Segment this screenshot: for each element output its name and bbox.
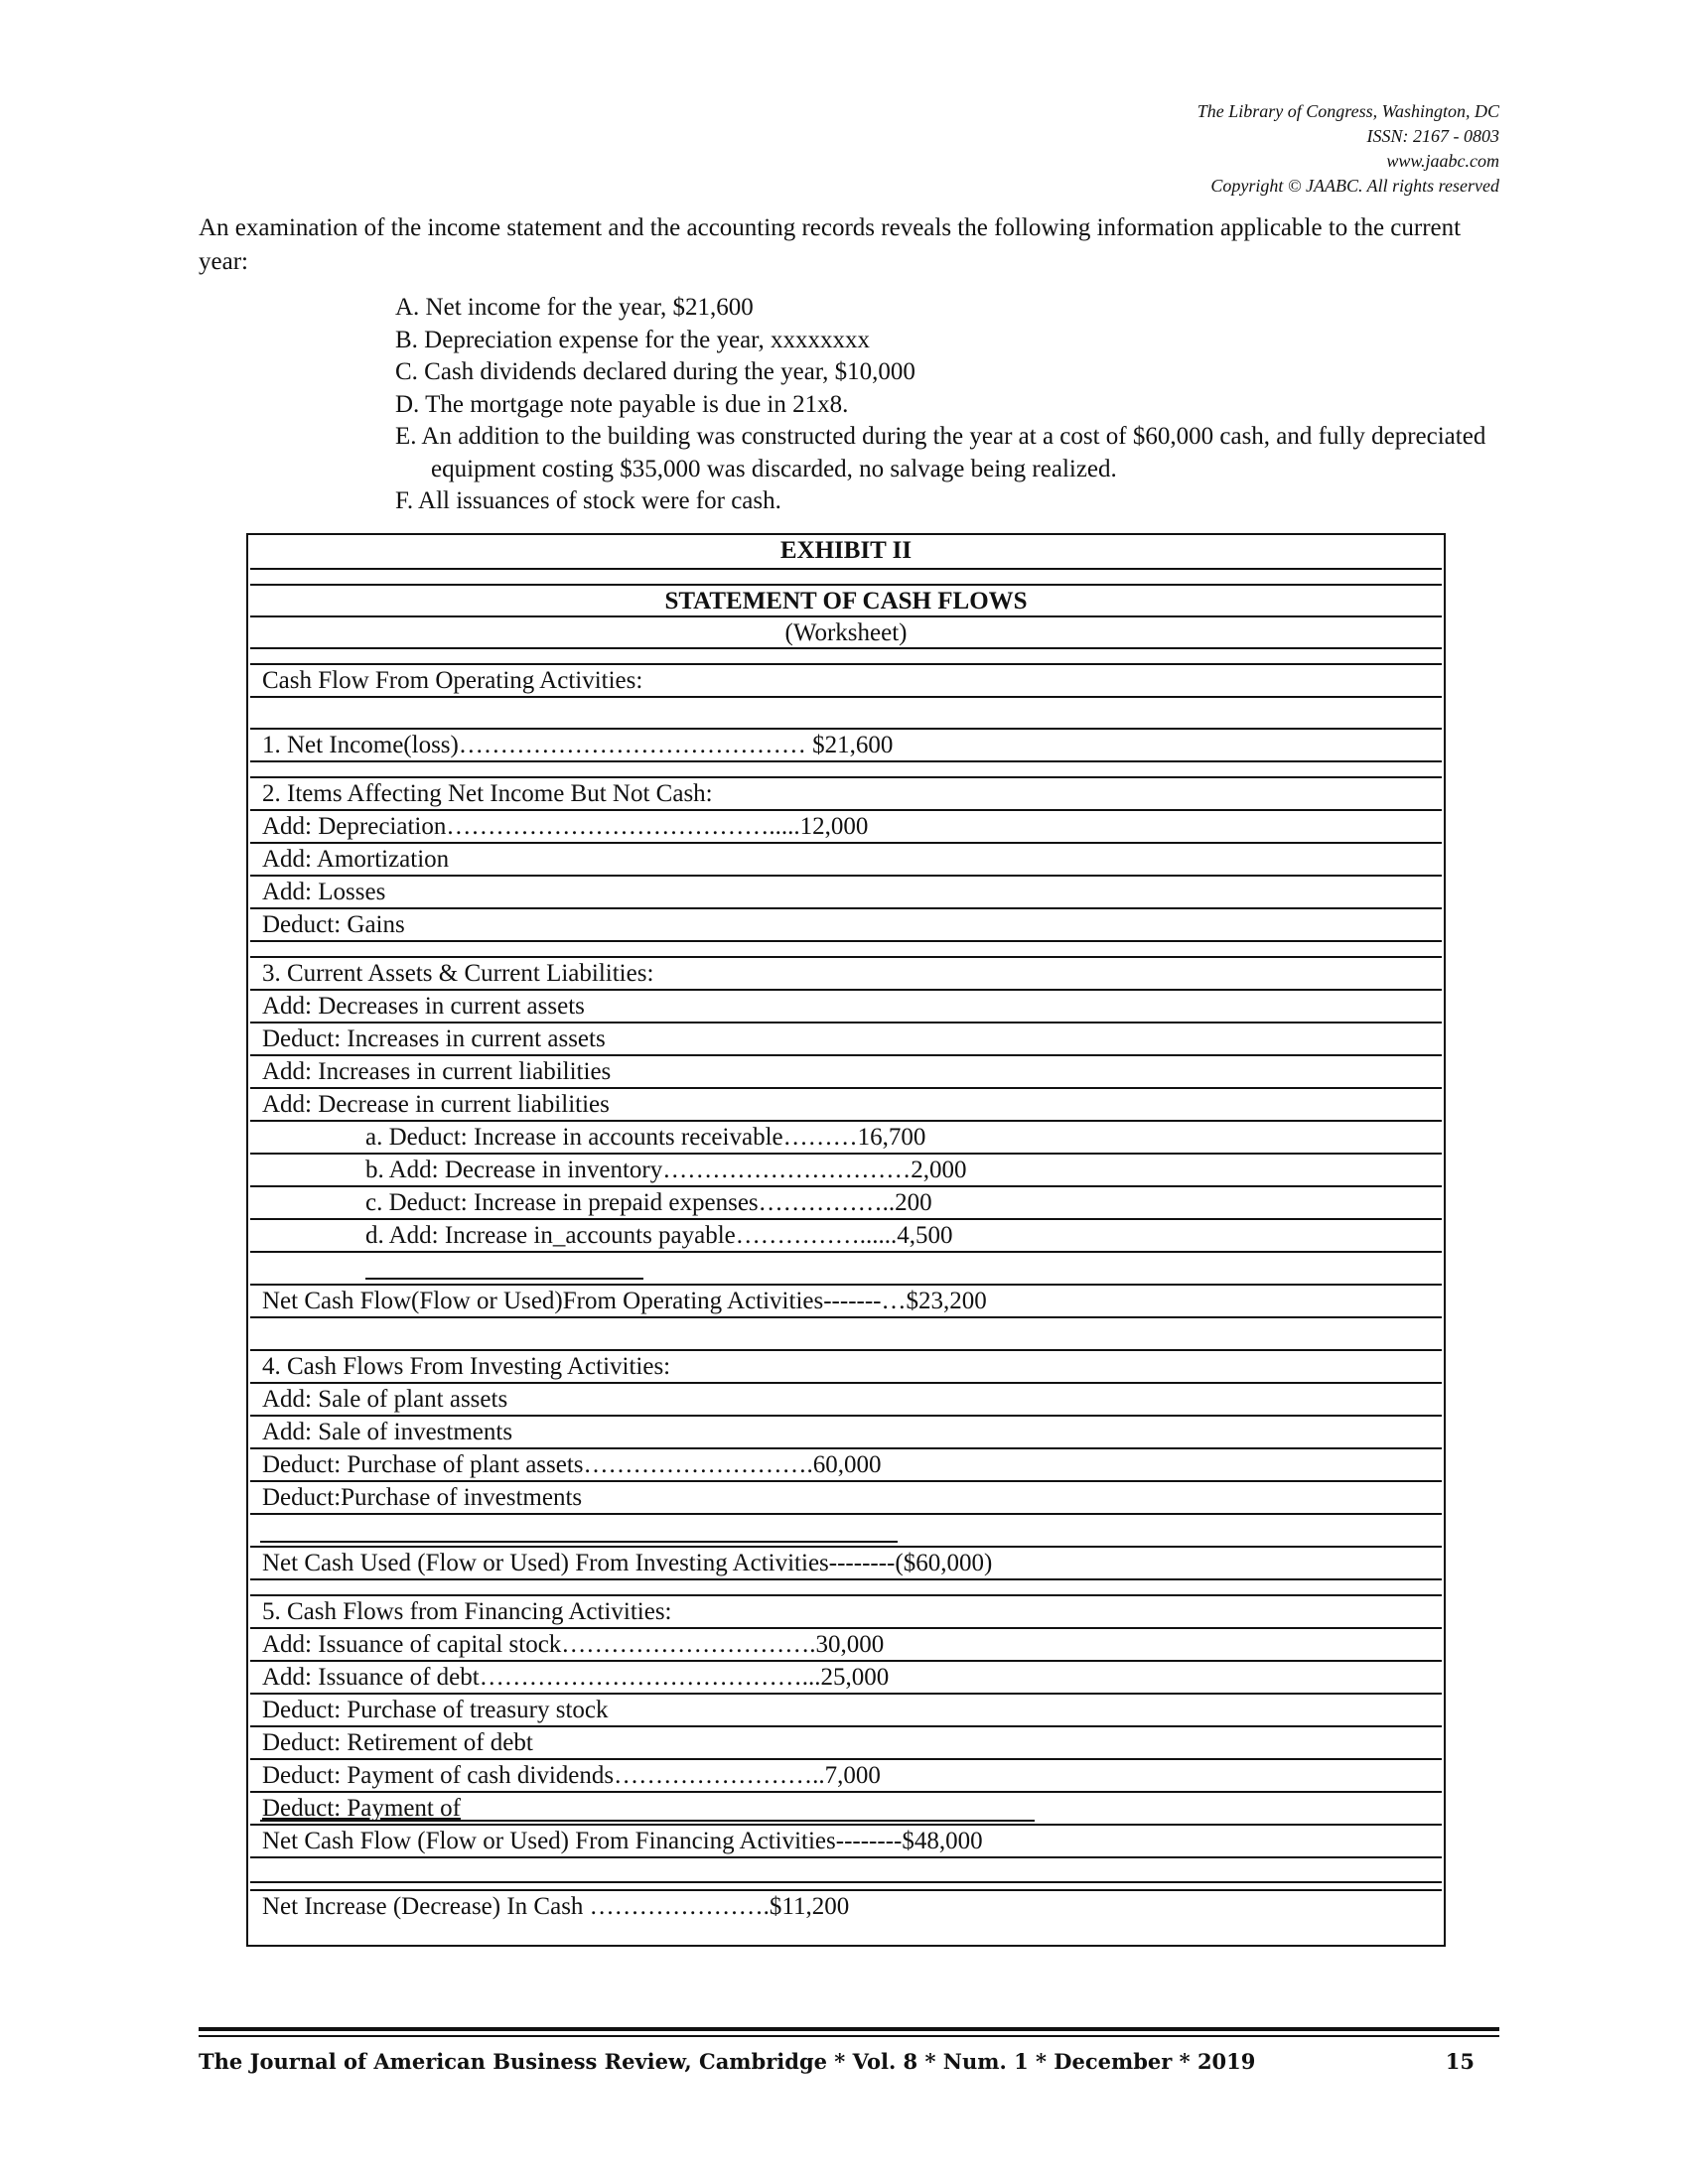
add-issuance-debt-row: Add: Issuance of debt…………………………………...25,000 (250, 1660, 1442, 1694)
deduct-payment-of-row: Deduct: Payment of (250, 1791, 1442, 1825)
journal-citation: The Journal of American Business Review, Cambridge * Vol. 8 * Num. 1 * December * 2019 (199, 2049, 1256, 2074)
spacer-row (250, 568, 1442, 584)
double-rule (250, 1881, 1442, 1883)
sub-item-b-row: b. Add: Decrease in inventory…………………………2,000 (250, 1153, 1442, 1186)
current-heading: 3. Current Assets & Current Liabilities: (250, 956, 1442, 990)
add-depreciation-row: Add: Depreciation………………………………….....12,000 (250, 809, 1442, 843)
add-decrease-current-liabilities-row: Add: Decrease in current liabilities (250, 1087, 1442, 1121)
deduct-gains-row: Deduct: Gains (250, 907, 1442, 941)
spacer-row (250, 1856, 1442, 1890)
add-amortization-row: Add: Amortization (250, 842, 1442, 876)
info-list (395, 292, 1502, 518)
info-item-e: E. An addition to the building was constructed during the year at a cost of $60,000 cash, and fully depreciated equipment costing $35,000 was discarded, no salvage being realized. (395, 423, 1486, 482)
sub-item-d-row: d. Add: Increase in_accounts payable……………......4,500 (250, 1218, 1442, 1252)
info-item-a: A. Net income for the year, $21,600 (395, 294, 754, 321)
items-affecting-heading: 2. Items Affecting Net Income But Not Cash: (250, 776, 1442, 810)
add-sale-plant-assets-row: Add: Sale of plant assets (250, 1382, 1442, 1416)
exhibit-title: EXHIBIT II (779, 537, 913, 564)
spacer-row (250, 1578, 1442, 1594)
info-item-d: D. The mortgage note payable is due in 21x8. (395, 390, 849, 418)
deduct-cash-dividends-row: Deduct: Payment of cash dividends……………………..7,000 (250, 1758, 1442, 1792)
net-financing-row: Net Cash Flow (Flow or Used) From Financing Activities--------$48,000 (250, 1824, 1442, 1857)
deduct-retirement-debt-row: Deduct: Retirement of debt (250, 1725, 1442, 1759)
header-copyright: Copyright © JAABC. All rights reserved (1210, 176, 1499, 196)
header-issn: ISSN: 2167 - 0803 (1366, 126, 1499, 146)
sub-item-a-row: a. Deduct: Increase in accounts receivable………16,700 (250, 1120, 1442, 1154)
footer-rule-thick (199, 2027, 1499, 2031)
info-item-b: B. Depreciation expense for the year, xxxxxxxx (395, 326, 871, 353)
net-income-row: 1. Net Income(loss)…………………………………… $21,600 (250, 728, 1442, 761)
header-website: www.jaabc.com (1386, 151, 1499, 171)
net-investing-row: Net Cash Used (Flow or Used) From Investing Activities--------($60,000) (250, 1546, 1442, 1579)
info-item-c: C. Cash dividends declared during the year, $10,000 (395, 358, 915, 385)
deduct-treasury-stock-row: Deduct: Purchase of treasury stock (250, 1693, 1442, 1726)
add-sale-investments-row: Add: Sale of investments (250, 1415, 1442, 1448)
net-increase-row: Net Increase (Decrease) In Cash ………………….$11,200 (250, 1889, 1442, 1923)
underline-rule (260, 1820, 1035, 1822)
spacer-row (250, 696, 1442, 728)
statement-title: STATEMENT OF CASH FLOWS (250, 584, 1442, 617)
add-losses-row: Add: Losses (250, 875, 1442, 908)
header-library: The Library of Congress, Washington, DC (1196, 101, 1499, 121)
page-number: 15 (1445, 2049, 1475, 2074)
info-item-f: F. All issuances of stock were for cash. (395, 487, 781, 514)
deduct-increases-current-assets-row: Deduct: Increases in current assets (250, 1022, 1442, 1055)
deduct-purchase-investments-row: Deduct:Purchase of investments (250, 1480, 1442, 1514)
spacer-row (250, 760, 1442, 776)
operating-heading: Cash Flow From Operating Activities: (250, 663, 1442, 697)
footer-rule-thin (199, 2035, 1499, 2037)
add-issuance-capital-stock-row: Add: Issuance of capital stock………………………….30,000 (250, 1627, 1442, 1661)
underline-rule (260, 1541, 898, 1543)
add-decreases-current-assets-row: Add: Decreases in current assets (250, 989, 1442, 1023)
intro-paragraph: An examination of the income statement and the accounting records reveals the following information applicable to the current year: (199, 214, 1462, 275)
deduct-purchase-plant-row: Deduct: Purchase of plant assets……………………….60,000 (250, 1447, 1442, 1481)
sub-item-c-row: c. Deduct: Increase in prepaid expenses……………..200 (250, 1185, 1442, 1219)
underline-rule (365, 1278, 643, 1280)
net-operating-row: Net Cash Flow(Flow or Used)From Operating Activities-------…$23,200 (250, 1284, 1442, 1317)
investing-heading: 4. Cash Flows From Investing Activities: (250, 1349, 1442, 1383)
statement-subtitle: (Worksheet) (250, 615, 1442, 649)
financing-heading: 5. Cash Flows from Financing Activities: (250, 1594, 1442, 1628)
spacer-row (250, 1316, 1442, 1350)
spacer-row (250, 647, 1442, 663)
page-footer (199, 2047, 1499, 2077)
page-header (804, 99, 1499, 199)
add-increases-current-liabilities-row: Add: Increases in current liabilities (250, 1054, 1442, 1088)
spacer-row (250, 940, 1442, 956)
cash-flow-worksheet-table (246, 533, 1446, 1947)
